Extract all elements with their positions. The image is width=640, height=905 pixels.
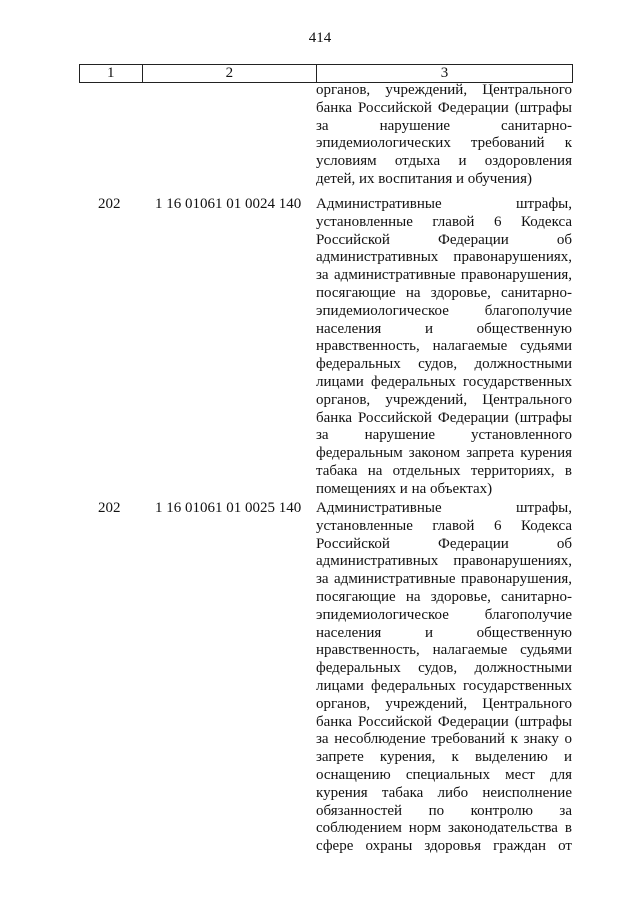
description-line: установленные главой 6 Кодекса <box>316 213 572 230</box>
admin-code: 202 <box>98 196 121 212</box>
description-line: эпидемиологических требований к <box>316 135 572 152</box>
description-line: населения и общественную <box>316 624 572 641</box>
description-line: обязанностей по контролю за <box>316 802 572 819</box>
description-line: федеральным законом запрета курения <box>316 445 572 462</box>
description-line: за несоблюдение требований к знаку о <box>316 731 572 748</box>
description-line: запрете курения, к выделению и <box>316 749 572 766</box>
row-description <box>316 500 572 856</box>
description-line: органов, учреждений, Центрального <box>316 82 572 98</box>
description-line: лицами федеральных государственных <box>316 677 572 694</box>
description-line: за административные правонарушения, <box>316 571 572 588</box>
continued-description <box>316 82 572 189</box>
page-number: 414 <box>308 30 332 46</box>
description-line: за нарушение установленного <box>316 427 572 444</box>
description-line: административных правонарушениях, <box>316 553 572 570</box>
description-line: органов, учреждений, Центрального <box>316 391 572 408</box>
description-line: за административные правонарушения, <box>316 267 572 284</box>
column-header-2: 2 <box>142 65 317 83</box>
budget-classification-code: 1 16 01061 01 0024 140 <box>155 196 302 212</box>
description-line: сфере охраны здоровья граждан от <box>316 838 572 855</box>
description-line: банка Российской Федерации (штрафы <box>316 99 572 116</box>
description-line: детей, их воспитания и обучения) <box>316 170 532 187</box>
description-line: условиям отдыха и оздоровления <box>316 153 572 170</box>
column-header-3: 3 <box>317 65 573 83</box>
description-line: курения табака либо неисполнение <box>316 784 572 801</box>
description-line: банка Российской Федерации (штрафы <box>316 409 572 426</box>
description-line: посягающие на здоровье, санитарно- <box>316 588 572 605</box>
description-line: федеральных судов, должностными <box>316 660 572 677</box>
description-line: соблюдением норм законодательства в <box>316 820 572 837</box>
description-line: федеральных судов, должностными <box>316 356 572 373</box>
description-line: помещениях и на объектах) <box>316 480 493 497</box>
description-line: Российской Федерации об <box>316 535 572 552</box>
admin-code: 202 <box>98 500 121 516</box>
description-line: Российской Федерации об <box>316 231 572 248</box>
description-line: лицами федеральных государственных <box>316 373 572 390</box>
description-line: посягающие на здоровье, санитарно- <box>316 284 572 301</box>
description-line: табака на отдельных территориях, в <box>316 462 572 479</box>
description-line: эпидемиологическое благополучие <box>316 302 572 319</box>
description-line: банка Российской Федерации (штрафы <box>316 713 572 730</box>
description-line: органов, учреждений, Центрального <box>316 695 572 712</box>
description-line: нравственность, налагаемые судьями <box>316 642 572 659</box>
column-header-1: 1 <box>80 65 143 83</box>
description-line: населения и общественную <box>316 320 572 337</box>
description-line: нравственность, налагаемые судьями <box>316 338 572 355</box>
description-line: Административные штрафы, <box>316 500 572 516</box>
description-line: оснащению специальных мест для <box>316 766 572 783</box>
description-line: за нарушение санитарно- <box>316 117 572 134</box>
description-line: эпидемиологическое благополучие <box>316 606 572 623</box>
description-line: административных правонарушениях, <box>316 249 572 266</box>
row-description <box>316 196 572 499</box>
description-line: установленные главой 6 Кодекса <box>316 517 572 534</box>
budget-classification-code: 1 16 01061 01 0025 140 <box>155 500 302 516</box>
table-header <box>79 64 573 83</box>
description-line: Административные штрафы, <box>316 196 572 212</box>
